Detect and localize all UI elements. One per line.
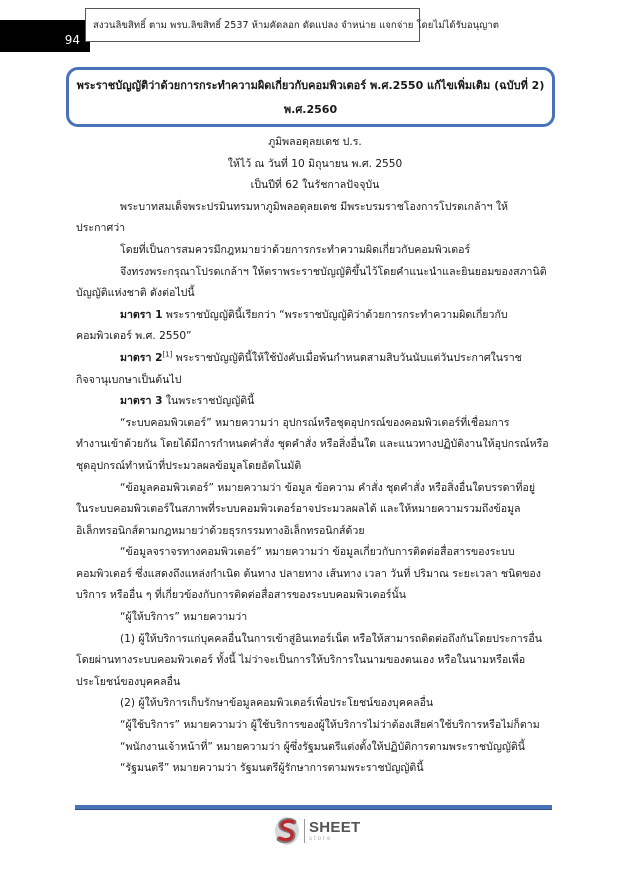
section-1-text: พระราชบัญญัตินี้เรียกว่า “พระราชบัญญัติว่าด้วยการกระทำความผิดเกี่ยวกับ [162,308,508,321]
definition-computer-system-line-1: “ระบบคอมพิวเตอร์” หมายความว่า อุปกรณ์หรือชุดอุปกรณ์ของคอมพิวเตอร์ที่เชื่อมการ [120,416,510,429]
paragraph-enactment-line-2: บัญญัติแห่งชาติ ดังต่อไปนี้ [76,287,195,300]
page-number-block [0,20,90,52]
document-body [76,132,554,780]
section-2-text: พระราชบัญญัตินี้ให้ใช้บังคับเมื่อพ้นกำหนดสามสิบวันนับแต่วันประกาศในราช [172,351,522,364]
definition-service-provider-2: (2) ผู้ให้บริการเก็บรักษาข้อมูลคอมพิวเตอร์เพื่อประโยชน์ของบุคคลอื่น [120,697,434,710]
preamble-king: ภูมิพลอดุลยเดช ป.ร. [268,136,362,148]
copyright-notice: สงวนลิขสิทธิ์ ตาม พรบ.ลิขสิทธิ์ 2537 ห้ามคัดลอก ดัดแปลง จำหน่าย แจกจ่าย โดยไม่ได้รับอนุญาต [93,19,499,31]
section-3-label: มาตรา 3 [120,395,163,408]
document-title-line-2: พ.ศ.2560 [283,103,338,116]
paragraph-enactment-line-1: จึงทรงพระกรุณาโปรดเกล้าฯ ให้ตราพระราชบัญญัติขึ้นไว้โดยคำแนะนำและยินยอมของสภานิติ [120,265,547,278]
section-2-footnote-link[interactable]: [1] [162,350,173,359]
definition-computer-system-line-3: ชุดอุปกรณ์ทำหน้าที่ประมวลผลข้อมูลโดยอัตโนมัติ [76,459,302,472]
footer-divider [75,805,552,810]
definition-service-provider-1-line-1: (1) ผู้ให้บริการแก่บุคคลอื่นในการเข้าสู่อินเทอร์เน็ต หรือให้สามารถติดต่อถึงกันโดยประการอื่น [120,632,542,645]
sheet-store-logo [274,815,361,847]
definition-traffic-data-line-1: “ข้อมูลจราจรทางคอมพิวเตอร์” หมายความว่า ข้อมูลเกี่ยวกับการติดต่อสื่อสารของระบบ [120,546,515,559]
definition-service-provider-1-line-2: โดยผ่านทางระบบคอมพิวเตอร์ ทั้งนี้ ไม่ว่าจะเป็นการให้บริการในนามของตนเอง หรือในนามหรือเพื่อ [76,654,526,667]
paragraph-proclamation-line-1: พระบาทสมเด็จพระปรมินทรมหาภูมิพลอดุลยเดช มีพระบรมราชโองการโปรดเกล้าฯ ให้ [120,200,508,213]
logo-separator [304,819,305,843]
preamble-date: ให้ไว้ ณ วันที่ 10 มิถุนายน พ.ศ. 2550 [227,157,403,170]
logo-main-text: SHEET [309,819,361,836]
definition-competent-official: “พนักงานเจ้าหน้าที่” หมายความว่า ผู้ซึ่งรัฐมนตรีแต่งตั้งให้ปฏิบัติการตามพระราชบัญญัตินี้ [120,740,526,753]
paragraph-proclamation-line-2: ประกาศว่า [76,222,126,235]
definition-computer-data-line-3: อิเล็กทรอนิกส์ตามกฎหมายว่าด้วยธุรกรรมทางอิเล็กทรอนิกส์ด้วย [76,524,365,537]
definition-traffic-data-line-3: บริการ หรืออื่น ๆ ที่เกี่ยวข้องกับการติดต่อสื่อสารของระบบคอมพิวเตอร์นั้น [76,589,406,602]
section-2-line-2: กิจจานุเบกษาเป็นต้นไป [76,373,182,386]
logo-text [309,820,361,842]
document-title-box [66,67,555,127]
definition-computer-system-line-2: ทำงานเข้าด้วยกัน โดยได้มีการกำหนดคำสั่ง ชุดคำสั่ง หรือสิ่งอื่นใด และแนวทางปฏิบัติงานให้อุปกรณ์หรือ [76,438,549,451]
logo-sub-text: store [309,836,333,842]
section-2-line-1 [76,348,554,370]
definition-computer-data-line-1: “ข้อมูลคอมพิวเตอร์” หมายความว่า ข้อมูล ข้อความ คำสั่ง ชุดคำสั่ง หรือสิ่งอื่นใดบรรดาที่อยู่ [120,481,536,494]
definition-minister: “รัฐมนตรี” หมายความว่า รัฐมนตรีผู้รักษาการตามพระราชบัญญัตินี้ [120,762,424,775]
definition-traffic-data-line-2: คอมพิวเตอร์ ซึ่งแสดงถึงแหล่งกำเนิด ต้นทาง ปลายทาง เส้นทาง เวลา วันที่ ปริมาณ ระยะเวลา ชนิดของ [76,567,541,580]
section-3-text: ในพระราชบัญญัตินี้ [162,395,255,408]
preamble-reign: เป็นปีที่ 62 ในรัชกาลปัจจุบัน [250,179,380,192]
definition-computer-data-line-2: ในระบบคอมพิวเตอร์ในสภาพที่ระบบคอมพิวเตอร์อาจประมวลผลได้ และให้หมายความรวมถึงข้อมูล [76,503,521,516]
document-title-line-1: พระราชบัญญัติว่าด้วยการกระทำความผิดเกี่ยวกับคอมพิวเตอร์ พ.ศ.2550 แก้ไขเพิ่มเติม (ฉบับที่ 2) [76,79,545,92]
definition-service-provider-1-line-3: ประโยชน์ของบุคคลอื่น [76,675,181,688]
section-1-line-2: คอมพิวเตอร์ พ.ศ. 2550” [76,330,192,343]
section-1-line-1 [76,305,554,327]
section-2-label: มาตรา 2 [120,351,163,364]
section-3-line-1 [76,391,554,413]
definition-service-provider: “ผู้ให้บริการ” หมายความว่า [120,611,248,624]
definition-service-user: “ผู้ใช้บริการ” หมายความว่า ผู้ใช้บริการของผู้ให้บริการไม่ว่าต้องเสียค่าใช้บริการหรือไม่ก็ตาม [120,719,540,732]
copyright-notice-box [85,8,499,42]
section-1-label: มาตรา 1 [120,308,163,321]
sheet-store-s-icon [274,816,300,846]
paragraph-whereas: โดยที่เป็นการสมควรมีกฎหมายว่าด้วยการกระทำความผิดเกี่ยวกับคอมพิวเตอร์ [120,243,471,256]
page-number: 94 [64,33,80,47]
